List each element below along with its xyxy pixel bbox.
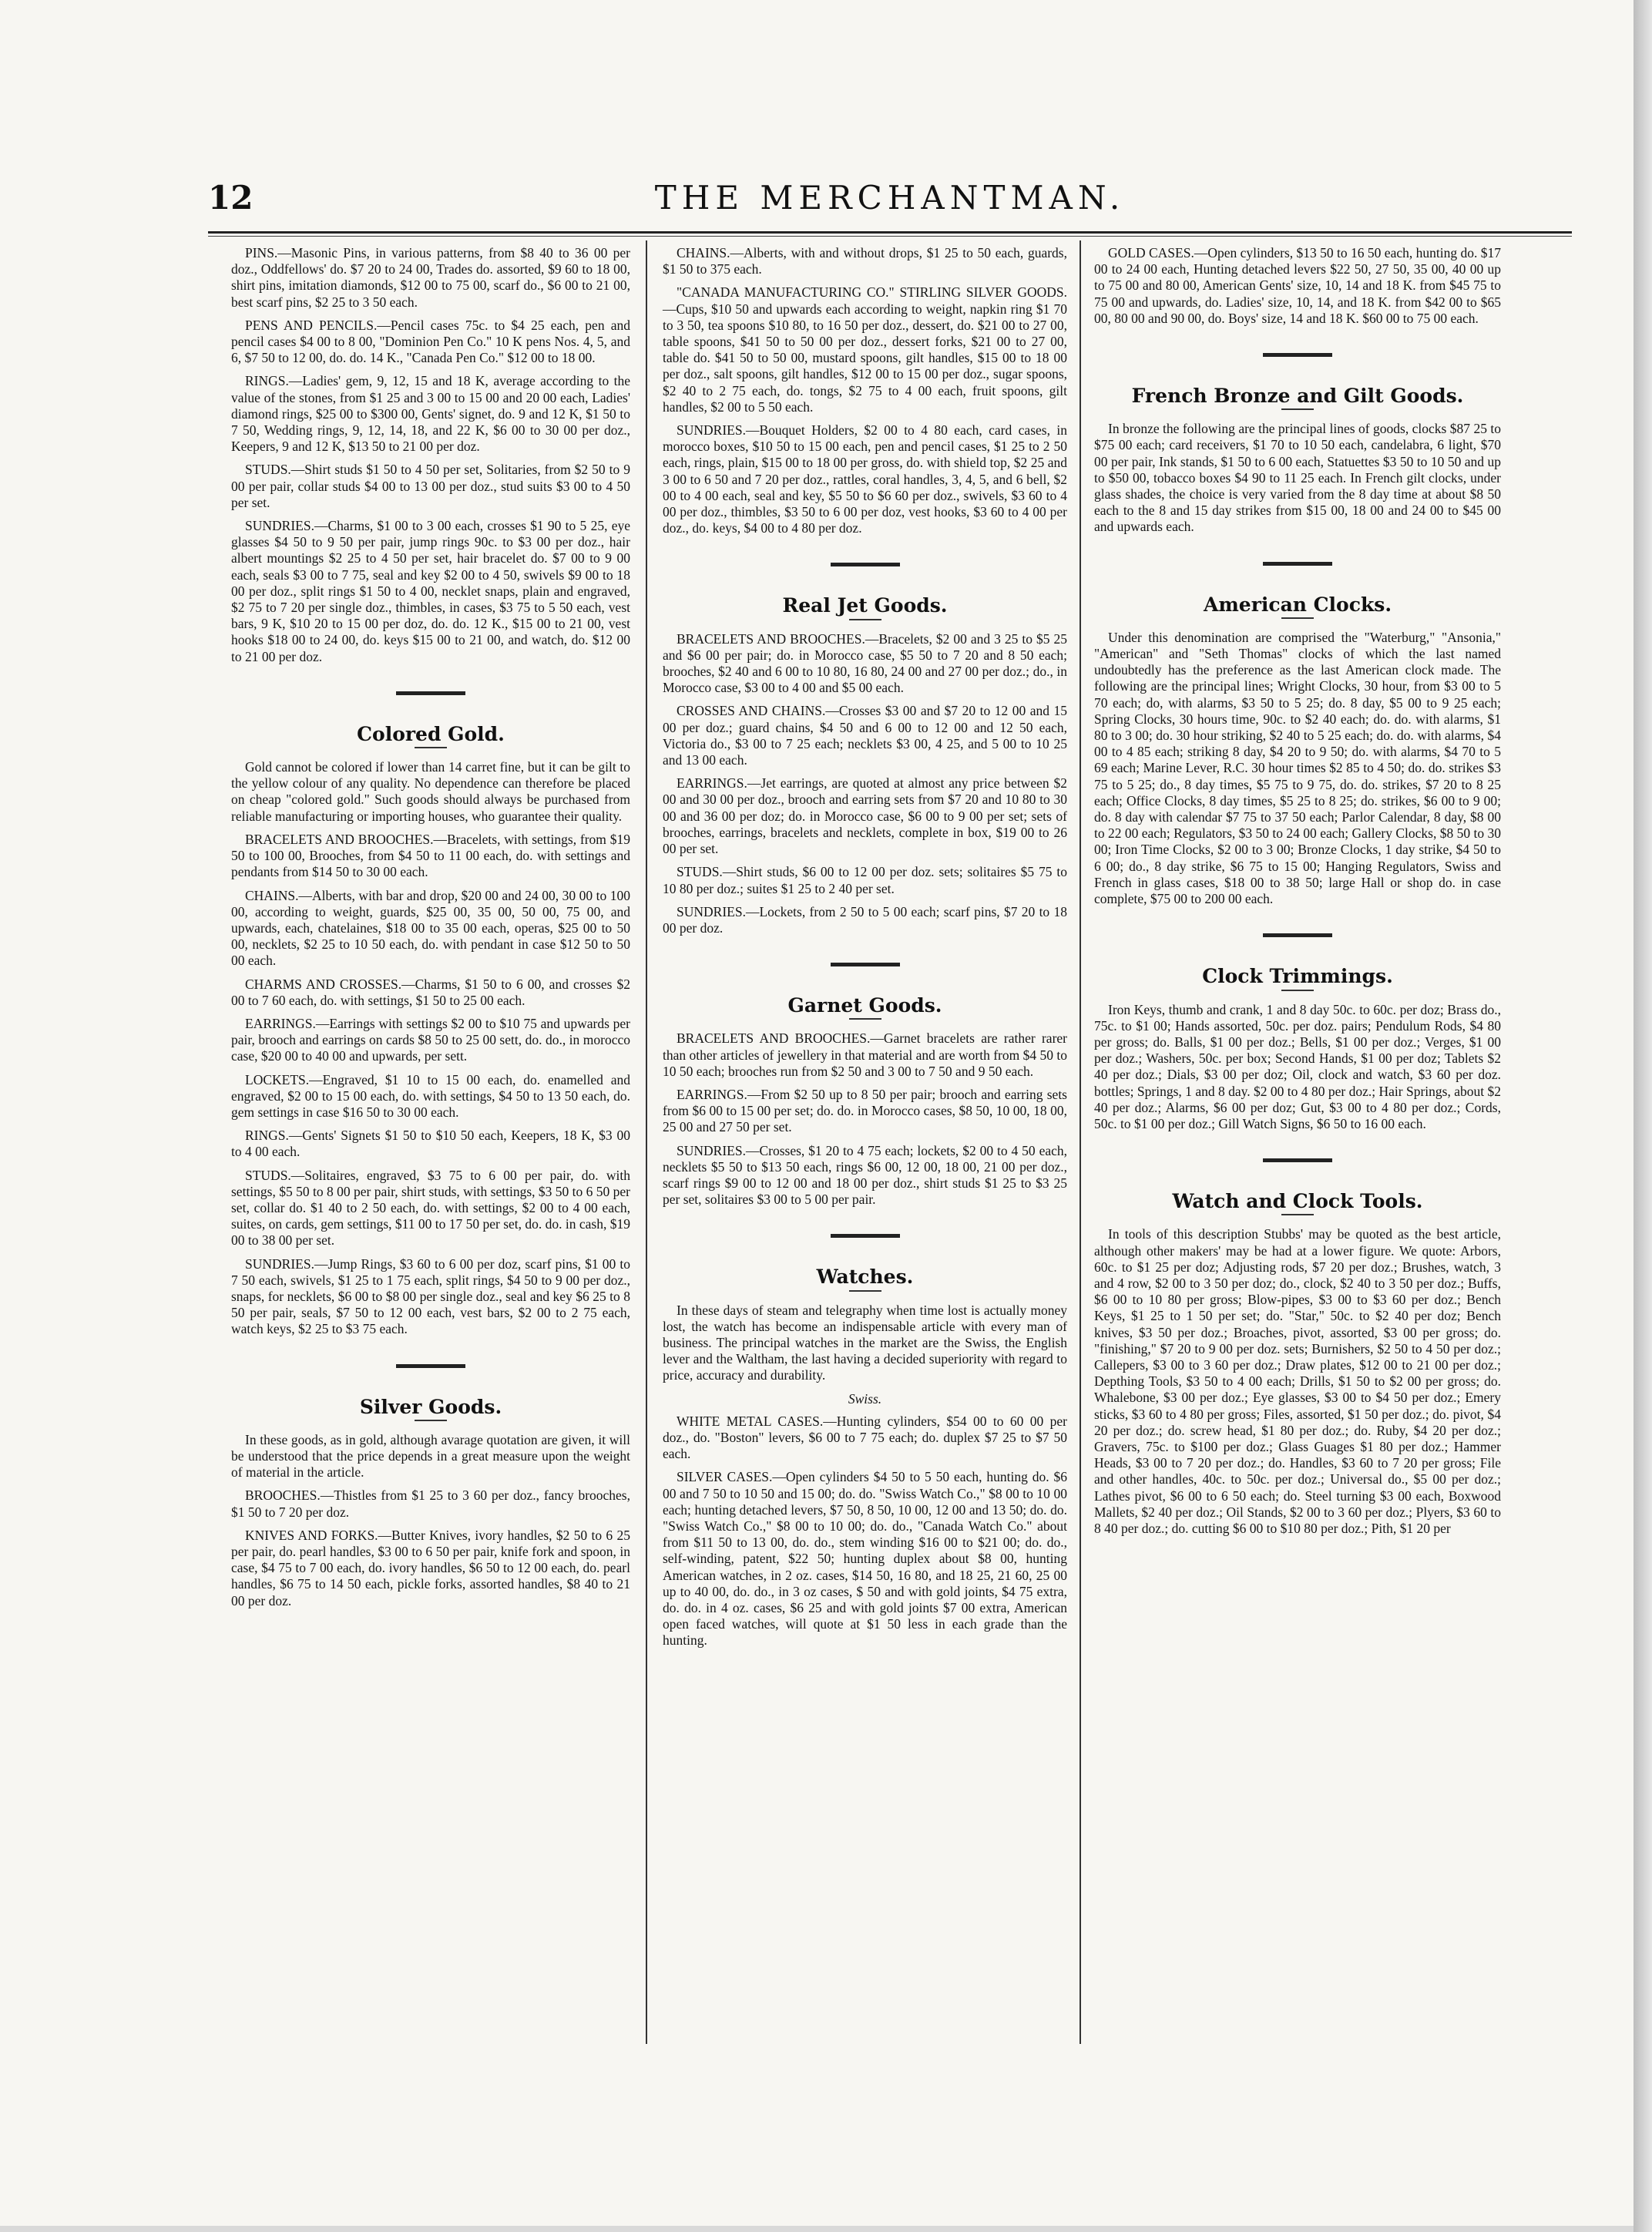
- section-separator: [1263, 933, 1332, 937]
- paragraph: SUNDRIES.—Crosses, $1 20 to 4 75 each; lockets, $2 00 to 4 50 each, necklets $5 50 to $13 50 each, rings $6 00, 12 00, 18 00, 21 00 per doz., scarf rings $9 00 to 12 00 and 18 00 per doz., shirt studs $1 25 to $3 25 per set, solitaires $3 00 to 5 00 per pair.: [663, 1142, 1067, 1208]
- section-heading: American Clocks.: [1203, 593, 1392, 616]
- paragraph: CROSSES AND CHAINS.—Crosses $3 00 and $7 20 to 12 00 and 15 00 per doz.; guard chains, $4 50 and 6 00 to 12 00 and 12 50 each, Victoria do., $3 00 to 7 25 each; necklets $3 00, 4 25, and 5 00 to 10 25 and 13 00 each.: [663, 703, 1067, 768]
- heading-dash: [849, 1290, 881, 1292]
- section-heading: Clock Trimmings.: [1202, 965, 1393, 988]
- paragraph: LOCKETS.—Engraved, $1 10 to 15 00 each, do. enamelled and engraved, $2 00 to 15 00 each, do. with settings, $4 50 to 13 50 each, do. gem settings in case $16 50 to 30 00 each.: [231, 1071, 630, 1120]
- page-header: [208, 179, 1572, 225]
- header-rule: [208, 231, 1572, 234]
- paragraph: In tools of this description Stubbs' may be quoted as the best article, although other makers' may be had at a lower figure. We quote: Arbors, 60c. to $1 25 per doz; Adjusting rods, $7 20 per doz.; Brushes, watch, 3 and 4 row, $2 00 to 3 50 per doz; do., clock, $2 40 to 3 50 per doz.; Buffs, $6 00 to 10 80 per gross; Blow-pipes, $3 00 to $3 60 per doz.; Bench Keys, $1 25 to 1 50 per set; do. "Star," 50c. to $2 40 per doz; Bench knives, $3 50 per doz.; Broaches, pivot, assorted, $3 00 per gross; do. "finishing," $7 20 to 9 00 per doz. sets; Burnishers, $2 50 to 4 50 per doz.; Callepers, $3 00 to 3 60 per doz.; Draw plates, $12 00 to 21 00 per doz.; Depthing Tools, $3 50 to 4 00 each; Drills, $1 50 to $2 00 per gross; do. Whalebone, $3 00 per doz.; Eye glasses, $3 00 to $4 50 per doz.; Emery sticks, $3 60 to 4 80 per gross; Files, assorted, $1 50 per doz.; do. pivot, $4 20 per doz.; do. screw head, $1 80 per doz.; do. Ruby, $4 20 per doz.; Gravers, 75c. to $100 per doz.; Glass Guages $1 80 per doz.; Hammer Heads, $3 00 to 7 20 per doz.; do. Handles, $3 60 to 7 20 per gross; File and other handles, 40c. to 50c. per doz.; Universal do., $5 00 per doz.; Lathes pivot, $6 00 to 6 50 each; do. Steel turning $3 00 each, Boxwood Mallets, $2 40 per doz.; Oil Stands, $2 00 to 3 60 per doz.; Plyers, $3 60 to 8 40 per doz.; do. cutting $6 00 to $10 80 per doz.; Pith, $1 20 per: [1094, 1226, 1501, 1536]
- section-heading: French Bronze and Gilt Goods.: [1131, 385, 1464, 408]
- heading-dash: [849, 1018, 881, 1020]
- paragraph: STUDS.—Shirt studs, $6 00 to 12 00 per doz. sets; solitaires $5 75 to 10 80 per doz.; suites $1 25 to 2 40 per set.: [663, 864, 1067, 896]
- section-separator: [1263, 353, 1332, 357]
- section-separator: [396, 1364, 465, 1368]
- paragraph: Iron Keys, thumb and crank, 1 and 8 day 50c. to 60c. per doz; Brass do., 75c. to $1 00; Hands assorted, 50c. per doz. pairs; Pendulum Rods, $4 80 per gross; do. Balls, $1 00 per doz.; Bells, $1 00 per doz.; Verges, $1 00 per doz.; Washers, 50c. per box; Second Hands, $1 00 per doz; Tablets $2 40 per doz.; Dials, $3 00 per doz; Oil, clock and watch, $3 60 per doz. bottles; Springs, 1 and 8 day. $2 00 to 4 80 per doz.; Hair Springs, about $2 40 per doz.; Alarms, $6 00 per doz; Gut, $3 00 to 4 80 per doz.; Cords, 50c. to $1 00 per doz.; Gill Watch Signs, $6 50 to 16 00 each.: [1094, 1001, 1501, 1131]
- paragraph: In these goods, as in gold, although avarage quotation are given, it will be understood that the price depends in a great measure upon the weight of material in the article.: [231, 1431, 630, 1481]
- section-separator: [831, 1234, 900, 1238]
- heading-dash: [1281, 990, 1314, 991]
- paragraph: BRACELETS AND BROOCHES.—Garnet bracelets are rather rarer than other articles of jewellery in that material and are worth from $4 50 to 10 50 each; brooches run from $2 50 and 3 00 to 7 50 and 9 50 each.: [663, 1030, 1067, 1079]
- column-divider-1: [646, 240, 647, 2044]
- paragraph: CHAINS.—Alberts, with and without drops, $1 25 to 50 each, guards, $1 50 to 375 each.: [663, 245, 1067, 277]
- paragraph: SUNDRIES.—Jump Rings, $3 60 to 6 00 per doz, scarf pins, $1 00 to 7 50 each, swivels, $1 25 to 1 75 each, split rings, $4 50 to 9 00 per doz., snaps, for necklets, $6 00 to $8 00 per single doz., seal and key $6 25 to 8 50 per pair, seals, $7 50 to 12 00 each, vest bars, $2 00 to 2 75 each, watch keys, $2 25 to $3 75 each.: [231, 1256, 630, 1337]
- section-heading: Watch and Clock Tools.: [1172, 1190, 1423, 1213]
- paragraph: RINGS.—Gents' Signets $1 50 to $10 50 each, Keepers, 18 K, $3 00 to 4 00 each.: [231, 1128, 630, 1160]
- page-edge-shadow: [1634, 0, 1652, 2232]
- paragraph: RINGS.—Ladies' gem, 9, 12, 15 and 18 K, average according to the value of the stones, from $1 25 and 3 00 to 15 00 and 20 00 each, Ladies' diamond rings, $25 00 to $300 00, Gents' signet, do. 9 and 12 K, $1 50 to 7 50, Wedding rings, 9, 12, 14, 18, and 22 K, $6 00 to 30 00 per doz., Keepers, 9 and 12 K, $13 50 to 21 00 per doz.: [231, 373, 630, 455]
- paragraph: KNIVES AND FORKS.—Butter Knives, ivory handles, $2 50 to 6 25 per pair, do. pearl handles, $3 00 to 6 50 per pair, knife fork and spoon, in case, $4 75 to 7 00 each, do. ivory handles, $6 50 to 12 00 each, do. pearl handles, $6 75 to 14 50 each, pickle forks, assorted handles, $8 40 to 21 00 per doz.: [231, 1527, 630, 1608]
- paragraph: BROOCHES.—Thistles from $1 25 to 3 60 per doz., fancy brooches, $1 50 to 7 20 per doz.: [231, 1487, 630, 1520]
- paragraph: Under this denomination are comprised the "Waterburg," "Ansonia," "American" and "Seth Thomas" clocks of which the last named undoubtedly has the preference as the last American clock made. The following are the principal lines; Wright Clocks, 30 hour, from $3 00 to 5 70 each; do, with alarms, $3 50 to 5 25; do. 8 day, $5 00 to 9 25 each; Spring Clocks, 30 hours time, 90c. to $2 40 each; do. do. with alarms, $1 80 to 3 00; do. 30 hour striking, $2 40 to 5 25 each; do. do. with alarms, $4 00 to 4 85 each; striking 8 day, $4 20 to 9 50; do. with alarms, $4 70 to 5 69 each; Marine Lever, R.C. 30 hour times $2 85 to 4 50; do. do. strikes $3 75 to 5 25; do., 8 day times, $5 75 to 9 75, do. do. strikes, $7 20 to 8 25 each; Office Clocks, 8 day times, $5 25 to 8 25; do. strikes, $6 00 to 9 00; do. 8 day with calendar $7 75 to 37 50 each; Parlor Calendar, 8 day, $8 00 to 22 00 each; Regulators, $3 50 to 24 00 each; Gallery Clocks, $8 50 to 30 00; Iron Time Clocks, $2 00 to 3 00; Bronze Clocks, 1 day strike, $4 50 to 6 00; do., 8 day strike, $6 75 to 15 00; Hanging Regulators, Swiss and French in glass cases, $18 00 to 38 50; large Hall or shop do. in case complete, $75 00 to 200 00 each.: [1094, 629, 1501, 907]
- paragraph: "CANADA MANUFACTURING CO." STIRLING SILVER GOODS.—Cups, $10 50 and upwards each according to weight, napkin ring $1 70 to 3 50, tea spoons $10 80, to 16 50 per doz., dessert, do. $21 00 to 27 00, table spoons, $41 50 to 50 00 per doz., dessert forks, $21 00 to 27 00, table do. $41 50 to 50 00, mustard spoons, gilt handles, $15 00 to 18 00 per doz., salt spoons, gilt handles, $12 00 to 15 00 per doz., sugar spoons, $2 40 to 2 75 each, do. tongs, $2 75 to 4 00 each, fruit spoons, gilt handles, $2 00 to 5 50 each.: [663, 284, 1067, 415]
- section-heading: Colored Gold.: [357, 722, 505, 745]
- section-separator: [831, 963, 900, 966]
- paragraph: BRACELETS AND BROOCHES.—Bracelets, with settings, from $19 50 to 100 00, Brooches, from $4 50 to 11 00 each, do. with settings and pendants from $14 50 to 30 00 each.: [231, 831, 630, 880]
- section-separator: [1263, 1158, 1332, 1162]
- column-2: [663, 245, 1067, 1656]
- section-heading: Real Jet Goods.: [782, 594, 948, 617]
- heading-dash: [1281, 1214, 1314, 1215]
- paragraph: PENS AND PENCILS.—Pencil cases 75c. to $4 25 each, pen and pencil cases $4 00 to 8 00, "Dominion Pen Co." 10 K pens Nos. 4, 5, and 6, $7 50 to 12 00, do. do. 14 K., "Canada Pen Co." $12 00 to 18 00.: [231, 317, 630, 366]
- heading-dash: [415, 747, 447, 748]
- paragraph: PINS.—Masonic Pins, in various patterns, from $8 40 to 36 00 per doz., Oddfellows' do. $7 20 to 24 00, Trades do. assorted, $9 60 to 18 00, shirt pins, imitation diamonds, $12 00 to 75 00, scarf do., $6 00 to 21 00, best scarf pins, $2 25 to 3 50 each.: [231, 245, 630, 310]
- column-divider-2: [1080, 240, 1081, 2044]
- heading-dash: [849, 619, 881, 620]
- paragraph: SUNDRIES.—Lockets, from 2 50 to 5 00 each; scarf pins, $7 20 to 18 00 per doz.: [663, 903, 1067, 936]
- heading-dash: [1281, 408, 1314, 410]
- paragraph: In bronze the following are the principal lines of goods, clocks $87 25 to $75 00 each; card receivers, $1 70 to 10 50 each, candelabra, 6 light, $70 00 per pair, Ink stands, $1 50 to 6 00 each, Statuettes $3 50 to 10 50 and up to $50 00, tobacco boxes $4 90 to 11 25 each. In French gilt clocks, under glass shades, the choice is very varied from the 8 day time at about $8 50 each to the 8 and 15 day strikes from $15 00, 18 00 and 24 00 to $45 00 and upwards each.: [1094, 421, 1501, 535]
- section-separator: [396, 691, 465, 695]
- column-1: [231, 245, 630, 1616]
- paragraph: Gold cannot be colored if lower than 14 carret fine, but it can be gilt to the yellow colour of any quality. No dependence can therefore be placed on cheap "colored gold." Such goods should always be purchased from reliable manufacturing or importing houses, who guarantee their quality.: [231, 759, 630, 824]
- paragraph: SUNDRIES.—Charms, $1 00 to 3 00 each, crosses $1 90 to 5 25, eye glasses $4 50 to 9 50 per pair, jump rings 90c. to $3 00 per doz., hair albert mountings $2 25 to 4 50 per set, hair bracelet do. $7 00 to 9 00 each, seals $3 00 to 7 75, seal and key $2 00 to 4 50, swivels $9 00 to 18 00 per doz., split rings $1 50 to 4 00, necklet snaps, plain and engraved, $2 75 to 7 20 per single doz., thimbles, in cases, $3 75 to 5 50 each, vest bars, 9 K, $10 20 to 15 00 per doz, do. do. 12 K., $15 00 to 21 00, vest hooks $18 00 to 24 00, do. keys $15 00 to 21 00, and watch, do. $12 00 to 21 00 per doz.: [231, 518, 630, 664]
- paragraph: STUDS.—Solitaires, engraved, $3 75 to 6 00 per pair, do. with settings, $5 50 to 8 00 per pair, shirt studs, with settings, $3 50 to 6 50 per set, collar do. $1 40 to 2 50 each, do. with settings, $2 00 to 4 00 each, suites, on cards, gem settings, $11 00 to 17 50 per set, do. do. in cash, $19 00 to 38 00 per set.: [231, 1167, 630, 1249]
- paragraph: CHAINS.—Alberts, with bar and drop, $20 00 and 24 00, 30 00 to 100 00, according to weight, guards, $25 00, 35 00, 50 00, 75 00, and upwards, each, chatelaines, $18 00 to 35 00 each, operas, $25 00 to 50 00, necklets, $2 25 to 10 50 each, do. with pendant in case $12 50 to 50 00 each.: [231, 887, 630, 969]
- paragraph: GOLD CASES.—Open cylinders, $13 50 to 16 50 each, hunting do. $17 00 to 24 00 each, Hunting detached levers $22 50, 27 50, 35 00, 40 00 up to 75 00 and 80 00, American Gents' size, 10, 14 and 18 K. from $45 75 to 75 00 and upwards, do. Ladies' size, 10, 14, and 18 K. from $42 00 to $65 00, 80 00 and 90 00, do. Boys' size, 14 and 18 K. $60 00 to 75 00 each.: [1094, 245, 1501, 326]
- section-separator: [1263, 562, 1332, 566]
- paragraph: STUDS.—Shirt studs $1 50 to 4 50 per set, Solitaries, from $2 50 to 9 00 per pair, collar studs $4 00 to 13 00 per doz., stud suits $3 00 to 4 50 per set.: [231, 462, 630, 510]
- section-heading: Silver Goods.: [359, 1395, 502, 1418]
- heading-dash: [1281, 617, 1314, 619]
- header-rule-thin: [208, 236, 1572, 237]
- running-title: THE MERCHANTMAN.: [654, 179, 1126, 217]
- paragraph: BRACELETS AND BROOCHES.—Bracelets, $2 00 and 3 25 to $5 25 and $6 00 per pair; do. in Morocco case, $5 50 to 7 20 and 8 50 each; brooches, $2 40 and 6 00 to 10 80, 16 80, 24 00 and 27 00 per doz.; do., in Morocco case, $3 00 to 4 00 and $5 00 each.: [663, 630, 1067, 696]
- section-heading: Watches.: [816, 1266, 914, 1289]
- column-3: [1094, 245, 1501, 1544]
- heading-dash: [415, 1420, 447, 1421]
- paragraph: SILVER CASES.—Open cylinders $4 50 to 5 50 each, hunting do. $6 00 and 7 50 to 10 50 and 15 00; do. do. "Swiss Watch Co.," $8 00 to 10 00 each; hunting detached levers, $7 50, 8 50, 10 00, 12 00 and 13 50; do. do. "Swiss Watch Co.," $8 00 to 10 00; do. do., "Canada Watch Co." about from $11 50 to 13 00, do. do., stem winding $16 00 to $21 00; do. do., self-winding, patent, $22 50; hunting duplex about $8 00, hunting American watches, in 2 oz. cases, $14 50, 16 80, and 18 25, 21 60, 25 00 up to 40 00, do. do., in 3 oz cases, $ 50 and with gold joints, $4 75 extra, do. do. in 4 oz. cases, $6 25 and with gold joints $7 00 extra, American open faced watches, will quote at $1 50 less in each grade than the hunting.: [663, 1469, 1067, 1649]
- paragraph: SUNDRIES.—Bouquet Holders, $2 00 to 4 80 each, card cases, in morocco boxes, $10 50 to 15 00 each, pen and pencil cases, $1 25 to 2 50 each, rings, plain, $15 00 to 18 00 per gross, do. with shield top, $2 25 and 3 00 to 6 50 and 7 20 per doz., rattles, coral handles, 3, 4, 5, and 6 bell, $2 00 to 4 00 each, seal and key, $5 50 to $6 60 per doz., swivels, $3 60 to 4 00 per doz., thimbles, $3 50 to 6 00 per doz, vest hooks, $3 60 to 4 00 per doz., do. keys, $4 00 to 4 80 per doz.: [663, 422, 1067, 536]
- paragraph: EARRINGS.—Jet earrings, are quoted at almost any price between $2 00 and 30 00 per doz., brooch and earring sets from $7 20 and 10 80 to 30 00 and 36 00 per doz; do. in Morocco case, $6 00 to 9 00 per set; sets of brooches, earrings, bracelets and necklets, complete in box, $19 00 to 26 00 per set.: [663, 775, 1067, 857]
- paragraph: In these days of steam and telegraphy when time lost is actually money lost, the watch has become an indispensable article with every man of business. The principal watches in the market are the Swiss, the English lever and the Waltham, the last having a decided superiority with regard to price, accuracy and durability.: [663, 1302, 1067, 1383]
- paragraph: EARRINGS.—Earrings with settings $2 00 to $10 75 and upwards per pair, brooch and earrings on cards $8 50 to 25 00 sett, do. do., in morocco case, $20 00 to 40 00 and upwards, per sett.: [231, 1015, 630, 1064]
- paragraph: WHITE METAL CASES.—Hunting cylinders, $54 00 to 60 00 per doz., do. "Boston" levers, $6 00 to 7 75 each; do. duplex $7 25 to $7 50 each.: [663, 1413, 1067, 1462]
- paragraph: CHARMS AND CROSSES.—Charms, $1 50 to 6 00, and crosses $2 00 to 7 60 each, do. with settings, $1 50 to 25 00 each.: [231, 976, 630, 1008]
- section-heading: Garnet Goods.: [787, 994, 942, 1017]
- paragraph: EARRINGS.—From $2 50 up to 8 50 per pair; brooch and earring sets from $6 00 to 15 00 per set; do. do. in Morocco cases, $8 50, 10 00, 18 00, 25 00 and 27 50 per set.: [663, 1086, 1067, 1135]
- subheading: Swiss.: [848, 1390, 882, 1407]
- section-separator: [831, 563, 900, 566]
- page-number: 12: [208, 179, 254, 217]
